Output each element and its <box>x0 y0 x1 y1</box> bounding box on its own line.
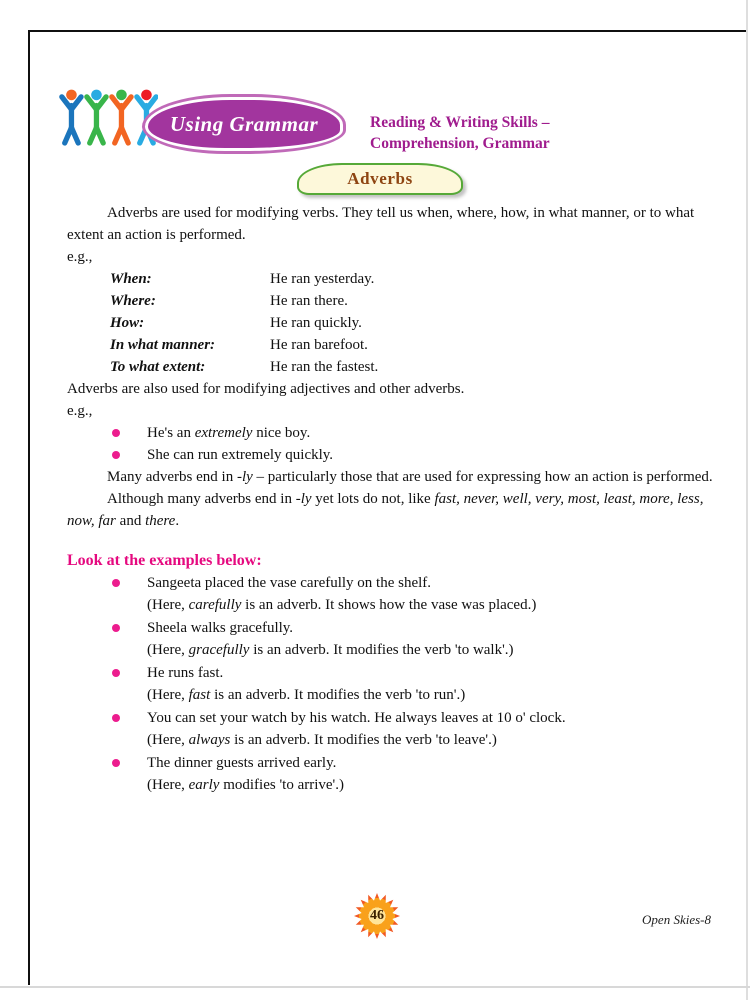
also-paragraph: Adverbs are also used for modifying adjectives and other adverbs. <box>67 381 465 397</box>
bullet-icon <box>112 429 120 437</box>
example-sentence: Sangeeta placed the vase carefully on the shelf. <box>147 575 432 591</box>
bullet-icon <box>112 669 120 677</box>
table-row <box>110 334 723 356</box>
example-note: (Here, early modifies 'to arrive'.) <box>147 777 345 793</box>
adverb-type-example: He ran the fastest. <box>270 359 379 375</box>
example-sentence: The dinner guests arrived early. <box>147 755 337 771</box>
example-item <box>67 752 723 796</box>
example-sentence-row <box>67 752 723 774</box>
using-grammar-badge-label: Using Grammar <box>169 111 319 136</box>
list-item <box>67 422 723 444</box>
table-row <box>110 268 723 290</box>
example-sentence-row <box>67 707 723 729</box>
adverb-type-example: He ran barefoot. <box>270 337 368 353</box>
example-note: (Here, carefully is an adverb. It shows how the vase was placed.) <box>147 597 537 613</box>
using-grammar-badge <box>148 100 340 148</box>
adverb-type-label: In what manner: <box>110 337 216 353</box>
example-note: (Here, fast is an adverb. It modifies the verb 'to run'.) <box>147 687 466 703</box>
book-title: Open Skies-8 <box>642 912 711 927</box>
exception-paragraph: Although many adverbs end in -ly yet lots do not, like fast, never, well, very, most, least, more, less, now, far and there. <box>67 491 704 529</box>
list-item <box>67 444 723 466</box>
table-row <box>110 312 723 334</box>
bullet-icon <box>112 624 120 632</box>
adverb-type-label: Where: <box>110 293 156 309</box>
adverb-type-table <box>67 268 723 378</box>
page-border-frame <box>28 30 747 985</box>
modifier-bullet-list <box>67 422 723 466</box>
adverb-type-example: He ran quickly. <box>270 315 362 331</box>
bullet-icon <box>112 759 120 767</box>
bullet-icon <box>112 451 120 459</box>
table-row <box>110 356 723 378</box>
example-sentence: He runs fast. <box>147 665 224 681</box>
example-item <box>67 617 723 661</box>
example-note: (Here, gracefully is an adverb. It modifies the verb 'to walk'.) <box>147 642 514 658</box>
example-sentence: Sheela walks gracefully. <box>147 620 294 636</box>
section-title: Adverbs <box>347 169 413 188</box>
example-sentence-row <box>67 662 723 684</box>
page-number-starburst <box>354 893 400 939</box>
adverb-type-example: He ran yesterday. <box>270 271 375 287</box>
skills-line-1: Reading & Writing Skills – <box>370 114 550 131</box>
ly-paragraph: Many adverbs end in -ly – particularly those that are used for expressing how an action is performed. <box>107 469 713 485</box>
example-sentence-row <box>67 617 723 639</box>
skills-line-2: Comprehension, Grammar <box>370 135 550 152</box>
adverb-type-label: How: <box>110 315 145 331</box>
eg-label-1: e.g., <box>67 249 93 265</box>
adverb-type-label: To what extent: <box>110 359 206 375</box>
eg-label-2: e.g., <box>67 403 93 419</box>
scan-edge-bottom <box>0 986 750 988</box>
example-note: (Here, always is an adverb. It modifies the verb 'to leave'.) <box>147 732 497 748</box>
bullet-text: He's an extremely nice boy. <box>147 425 311 441</box>
skills-heading <box>370 112 550 154</box>
examples-list <box>67 572 723 796</box>
page-number: 46 <box>370 908 384 923</box>
example-sentence: You can set your watch by his watch. He always leaves at 10 o' clock. <box>147 710 566 726</box>
scan-edge-right <box>746 0 748 1000</box>
example-item <box>67 572 723 616</box>
page-content <box>67 202 723 797</box>
bullet-text: She can run extremely quickly. <box>147 447 334 463</box>
examples-heading: Look at the examples below: <box>67 552 262 569</box>
example-item <box>67 707 723 751</box>
table-row <box>110 290 723 312</box>
adverb-type-example: He ran there. <box>270 293 348 309</box>
children-figures-icon <box>58 88 158 148</box>
bullet-icon <box>112 579 120 587</box>
section-title-box <box>297 163 463 195</box>
adverb-type-label: When: <box>110 271 152 287</box>
example-sentence-row <box>67 572 723 594</box>
intro-paragraph: Adverbs are used for modifying verbs. They tell us when, where, how, in what manner, or to what extent an action is performed. <box>67 205 695 243</box>
example-item <box>67 662 723 706</box>
bullet-icon <box>112 714 120 722</box>
